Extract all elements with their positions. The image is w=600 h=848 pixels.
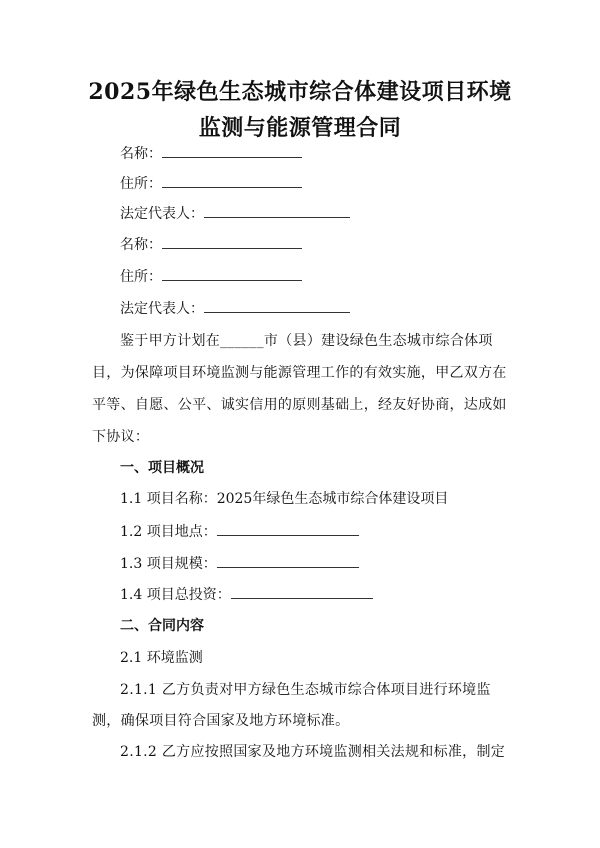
document-title-line-2: 监测与能源管理合同 xyxy=(198,115,402,141)
party-a-name-label: 名称： xyxy=(120,146,162,162)
party-a-address-row xyxy=(120,173,550,194)
preamble-line-1-b: 市（县）建设绿色生态城市综合体项 xyxy=(263,333,493,349)
section-2-sub-1: 2.1 环境监测 xyxy=(120,650,203,666)
party-a-name-blank[interactable] xyxy=(162,143,302,158)
section-1-item-4 xyxy=(120,584,550,605)
project-location-blank[interactable] xyxy=(217,521,359,536)
party-a-rep-row xyxy=(120,203,550,224)
clause-2-1-1-line-2: 测，确保项目符合国家及地方环境标准。 xyxy=(92,713,350,729)
party-b-address-label: 住所： xyxy=(120,269,162,285)
party-b-name-row xyxy=(120,234,550,255)
clause-2-1-2-line-1: 2.1.2 乙方应按照国家及地方环境监测相关法规和标准，制定 xyxy=(120,744,506,760)
section-1-heading: 一、项目概况 xyxy=(120,460,204,476)
party-a-name-row xyxy=(120,143,550,164)
project-investment-label: 1.4 项目总投资： xyxy=(120,587,231,603)
preamble-line-1 xyxy=(120,331,516,351)
party-b-name-label: 名称： xyxy=(120,237,162,253)
party-a-address-blank[interactable] xyxy=(162,173,302,188)
document-title-line-1: 2025年绿色生态城市综合体建设项目环境 xyxy=(88,79,512,105)
project-investment-blank[interactable] xyxy=(231,584,373,599)
project-scale-label: 1.3 项目规模： xyxy=(120,556,217,572)
party-a-address-label: 住所： xyxy=(120,176,162,192)
section-1-item-2 xyxy=(120,521,550,542)
party-b-rep-label: 法定代表人： xyxy=(120,301,204,317)
project-scale-blank[interactable] xyxy=(217,553,359,568)
party-a-rep-blank[interactable] xyxy=(204,203,350,218)
project-location-label: 1.2 项目地点： xyxy=(120,524,217,540)
party-b-rep-blank[interactable] xyxy=(204,298,350,313)
party-b-name-blank[interactable] xyxy=(162,234,302,249)
preamble-line-3: 平等、自愿、公平、诚实信用的原则基础上，经友好协商，达成如 xyxy=(92,397,507,413)
preamble-city-blank[interactable]: ______ xyxy=(220,333,264,349)
party-b-address-row xyxy=(120,266,550,287)
party-b-address-blank[interactable] xyxy=(162,266,302,281)
party-b-rep-row xyxy=(120,298,550,319)
clause-2-1-1-line-1: 2.1.1 乙方负责对甲方绿色生态城市综合体项目进行环境监 xyxy=(120,682,491,698)
section-1-item-3 xyxy=(120,553,550,574)
section-1-item-1: 1.1 项目名称：2025年绿色生态城市综合体建设项目 xyxy=(120,491,449,507)
preamble-line-1-a: 鉴于甲方计划在 xyxy=(120,333,221,349)
preamble-line-4: 下协议： xyxy=(92,429,150,445)
section-2-heading: 二、合同内容 xyxy=(120,618,204,634)
preamble-line-2: 目，为保障项目环境监测与能源管理工作的有效实施，甲乙双方在 xyxy=(92,365,507,381)
party-a-rep-label: 法定代表人： xyxy=(120,206,204,222)
